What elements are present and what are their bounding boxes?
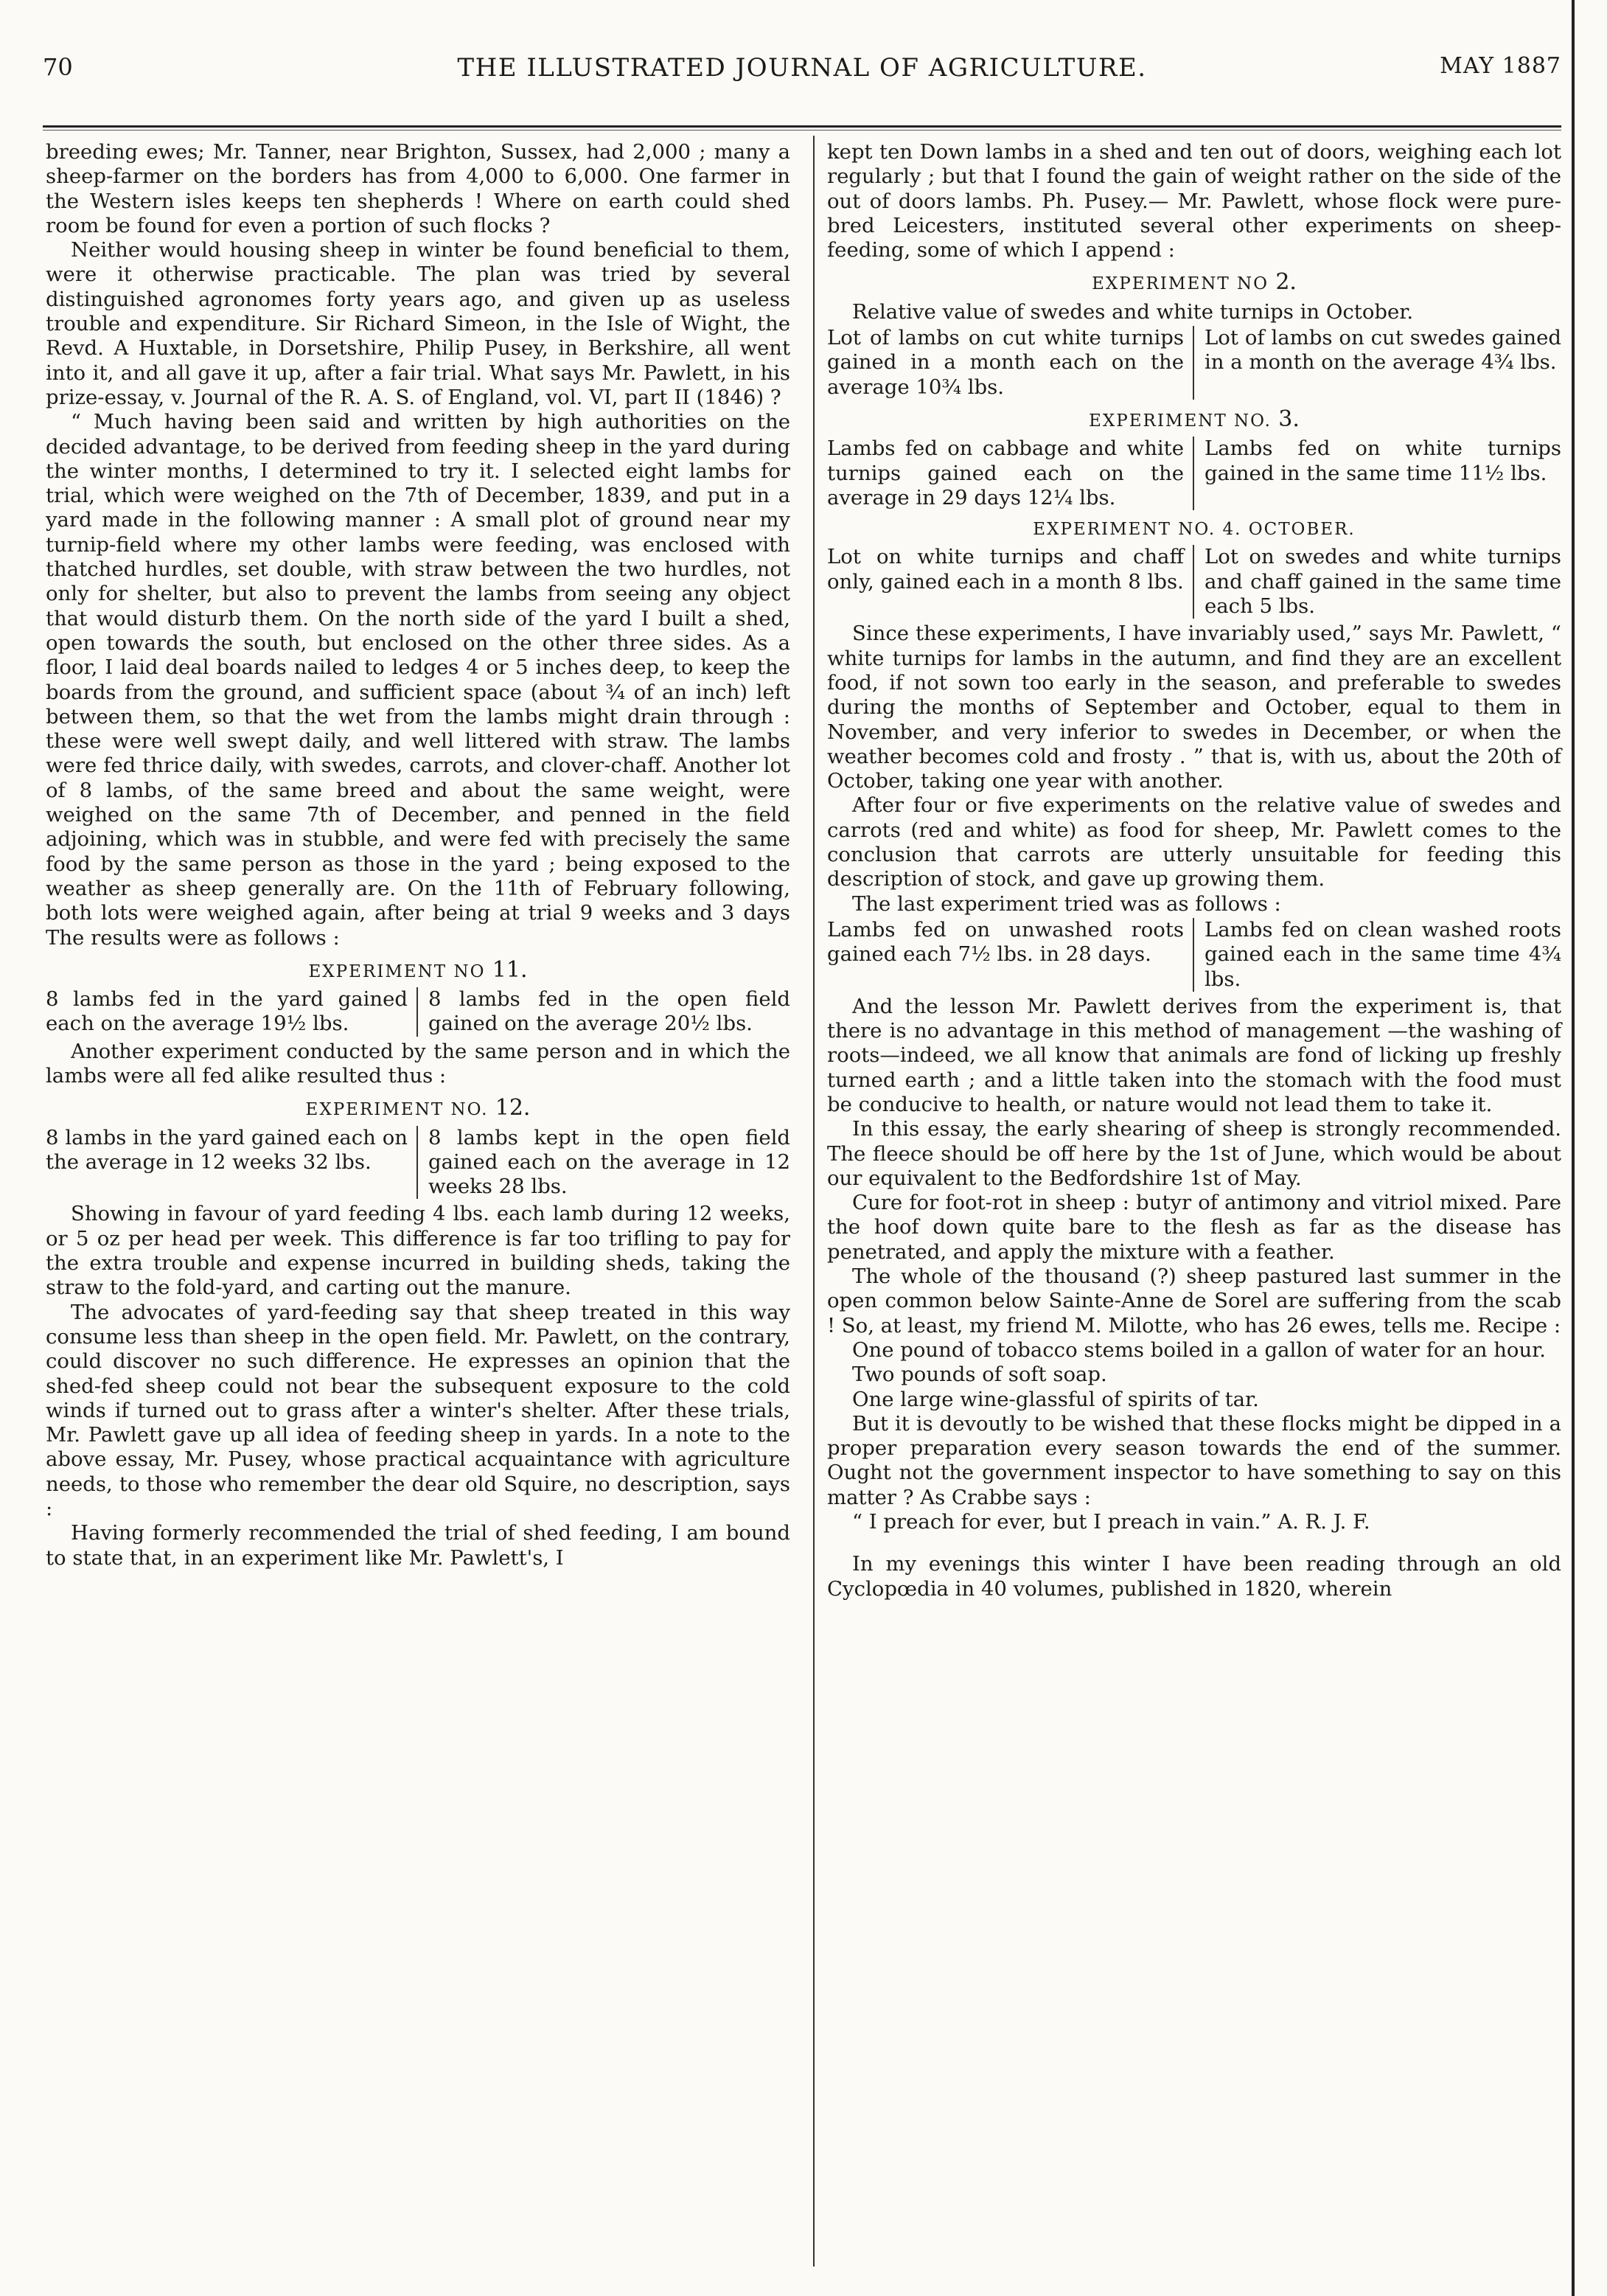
section-gap <box>827 1534 1561 1552</box>
paragraph: But it is devoutly to be wished that these flocks might be dipped in a proper preparation every season towards the end of the summer. Ought not the government inspector to have something to say on this matter ? As Crabbe says : <box>827 1411 1561 1509</box>
paragraph: breeding ewes; Mr. Tanner, near Brighton, Sussex, had 2,000 ; many a sheep-farmer on the borders has from 4,000 to 6,000. One farmer in the Western isles keeps ten shepherds ! Where on earth could shed room be found for even a portion of such flocks ? <box>46 140 790 237</box>
paragraph: The advocates of yard-feeding say that sheep treated in this way consume less than sheep in the open field. Mr. Pawlett, on the contrary, could discover no such difference. He expresses an opinion that the shed-fed sheep could not bear the subsequent exposure to the cold winds if turned out to grass after a winter's shelter. After these trials, Mr. Pawlett gave up all idea of feeding sheep in yards. In a note to the above essay, Mr. Pusey, whose practical acquaintance with agriculture needs, to those who remember the dear old Squire, no description, says : <box>46 1300 790 1521</box>
experiment-right-cell: Lot on swedes and white turnips and chaff gained in the same time each 5 lbs. <box>1205 545 1561 619</box>
recipe-line: One pound of tobacco stems boiled in a gallon of water for an hour. <box>852 1337 1547 1362</box>
experiment-right-cell: Lambs fed on white turnips gained in the same time 11½ lbs. <box>1205 436 1561 485</box>
header-rule-thin <box>43 130 1561 131</box>
experiment-number: 3. <box>1278 406 1300 432</box>
paragraph: Neither would housing sheep in winter be found beneficial to them, were it otherwise practicable. The plan was tried by several distinguished agronomes forty years ago, and given up as useless trouble and expenditure. Sir Richard Simeon, in the Isle of Wight, the Revd. A Huxtable, in Dorsetshire, Philip Pusey, in Berkshire, all went into it, and all gave it up, after a fair trial. What says Mr. Pawlett, in his prize-essay, v. Journal of the R. A. S. of England, vol. VI, part II (1846) ? <box>46 238 790 409</box>
paragraph: Another experiment conducted by the same person and in which the lambs were all fed alike resulted thus : <box>46 1039 790 1088</box>
experiment-number: 11. <box>492 956 528 983</box>
paragraph: In my evenings this winter I have been reading through an old Cyclopœdia in 40 volumes, published in 1820, wherein <box>827 1552 1561 1601</box>
experiment-number: 2. <box>1275 269 1297 296</box>
experiment-label: EXPERIMENT NO <box>308 961 486 981</box>
experiment-comparison <box>46 987 790 1037</box>
experiment-right-cell: Lambs fed on clean washed roots gained each in the same time 4¾ lbs. <box>1205 917 1561 991</box>
experiment-right-cell: 8 lambs fed in the open field gained on the average 20½ lbs. <box>428 987 790 1036</box>
paragraph: kept ten Down lambs in a shed and ten out of doors, weighing each lot regularly ; but that I found the gain of weight rather on the side of the out of doors lambs. Ph. Pusey.— Mr. Pawlett, whose flock were pure-bred Leicesters, instituted several other experiments on sheep-feeding, some of which I append : <box>827 140 1561 262</box>
journal-title: THE ILLUSTRATED JOURNAL OF AGRICULTURE. <box>457 53 1147 83</box>
experiment-label: EXPERIMENT NO <box>1092 274 1269 294</box>
paragraph: Since these experiments, I have invariably used,” says Mr. Pawlett, “ white turnips for lambs in the autumn, and find they are an excellent food, if not sown too early in the season, and preferable to swedes during the months of September and October, equal to them in November, and very inferior to swedes in December, or when the weather becomes cold and frosty . ” that is, with us, about the 20th of October, taking one year with another. <box>827 622 1561 793</box>
experiment-left-cell: Lambs fed on unwashed roots gained each 7½ lbs. in 28 days. <box>827 918 1194 992</box>
scan-edge-line <box>1572 0 1575 2296</box>
experiment-comparison <box>827 918 1561 992</box>
paragraph: Having formerly recommended the trial of shed feeding, I am bound to state that, in an experiment like Mr. Pawlett's, I <box>46 1521 790 1570</box>
column-divider <box>813 136 815 2267</box>
experiment-label: EXPERIMENT NO. <box>1089 411 1272 431</box>
experiment-comparison <box>46 1126 790 1200</box>
experiment-left-cell: Lambs fed on cabbage and white turnips gained each on the average in 29 days 12¼ lbs. <box>827 436 1194 510</box>
experiment-left-cell: 8 lambs in the yard gained each on the average in 12 weeks 32 lbs. <box>46 1126 418 1200</box>
experiment-number: 12. <box>495 1095 531 1121</box>
paragraph: Cure for foot-rot in sheep : butyr of antimony and vitriol mixed. Pare the hoof down quite bare to the flesh as far as the disease has penetrated, and apply the mixture with a feather. <box>827 1191 1561 1264</box>
paragraph: Showing in favour of yard feeding 4 lbs. each lamb during 12 weeks, or 5 oz per head per week. This difference is far too trifling to pay for the extra trouble and expense incurred in building sheds, taking the straw to the fold-yard, and carting out the manure. <box>46 1202 790 1300</box>
experiment-left-cell: Lot on white turnips and chaff only, gained each in a month 8 lbs. <box>827 545 1194 619</box>
paragraph: “ Much having been said and written by high authorities on the decided advantage, to be derived from feeding sheep in the yard during the winter months, I determined to try it. I selected eight lambs for trial, which were weighed on the 7th of December, 1839, and put in a yard made in the following manner : A small plot of ground near my turnip-field where my other lambs were feeding, was enclosed with thatched hurdles, set double, with straw between the two hurdles, not only for shelter, but also to prevent the lambs from seeing any object that would disturb them. On the north side of the yard I built a shed, open towards the south, but enclosed on the other three sides. As a floor, I laid deal boards nailed to ledges 4 or 5 inches deep, to keep the boards from the ground, and sufficient space (about ¾ of an inch) left between them, so that the wet from the lambs might drain through : these were well swept daily, and well littered with straw. The lambs were fed thrice daily, with swedes, carrots, and clover-chaff. Another lot of 8 lambs, of the same breed and about the same weight, were weighed on the same 7th of December, and penned in the field adjoining, which was in stubble, and were fed with precisely the same food by the same person as those in the yard ; being exposed to the weather as sheep generally are. On the 11th of February following, both lots were weighed again, after being at trial 9 weeks and 3 days The results were as follows : <box>46 410 790 950</box>
experiment-right-cell: Lot of lambs on cut swedes gained in a month on the average 4¾ lbs. <box>1205 326 1561 375</box>
right-column <box>827 140 1561 1601</box>
experiment-left-cell: Lot of lambs on cut white turnips gained in a month each on the average 10¾ lbs. <box>827 326 1194 400</box>
page-number: 70 <box>43 53 73 81</box>
recipe-line: One large wine-glassful of spirits of tar. <box>852 1387 1259 1411</box>
experiment-heading <box>827 407 1561 434</box>
experiment-label: EXPERIMENT NO. <box>305 1100 489 1120</box>
recipe-line: Two pounds of soft soap. <box>852 1363 1107 1387</box>
paragraph: The last experiment tried was as follows : <box>852 891 1281 916</box>
left-column <box>46 140 790 1570</box>
experiment-intro: Relative value of swedes and white turnips in October. <box>852 299 1414 324</box>
experiment-comparison <box>827 326 1561 400</box>
experiment-comparison <box>827 436 1561 510</box>
experiment-heading: EXPERIMENT NO. 4. OCTOBER. <box>1033 520 1356 540</box>
experiment-heading <box>827 270 1561 296</box>
paragraph: After four or five experiments on the relative value of swedes and carrots (red and white) as food for sheep, Mr. Pawlett comes to the conclusion that carrots are utterly unsuitable for feeding this description of stock, and gave up growing them. <box>827 793 1561 891</box>
experiment-heading <box>46 958 790 984</box>
issue-date: MAY 1887 <box>1440 53 1561 79</box>
header-rule <box>43 125 1561 128</box>
experiment-heading <box>46 1096 790 1122</box>
paragraph: And the lesson Mr. Pawlett derives from the experiment is, that there is no advantage in this method of management —the washing of roots—indeed, we all know that animals are fond of licking up freshly turned earth ; and a little taken into the stomach with the food must be conducive to health, or nature would not lead them to take it. <box>827 994 1561 1116</box>
paragraph: The whole of the thousand (?) sheep pastured last summer in the open common below Sainte-Anne de Sorel are suffering from the scab ! So, at least, my friend M. Milotte, who has 26 ewes, tells me. Recipe : <box>827 1264 1561 1337</box>
page-header <box>43 53 1561 91</box>
experiment-comparison <box>827 545 1561 619</box>
quotation-signature: “ I preach for ever, but I preach in vain.” A. R. J. F. <box>852 1510 1370 1534</box>
paragraph: In this essay, the early shearing of sheep is strongly recommended. The fleece should be off here by the 1st of June, which would be about our equivalent to the Bedfordshire 1st of May. <box>827 1117 1561 1190</box>
experiment-right-cell: 8 lambs kept in the open field gained each on the average in 12 weeks 28 lbs. <box>428 1125 790 1199</box>
experiment-left-cell: 8 lambs fed in the yard gained each on the average 19½ lbs. <box>46 987 418 1037</box>
